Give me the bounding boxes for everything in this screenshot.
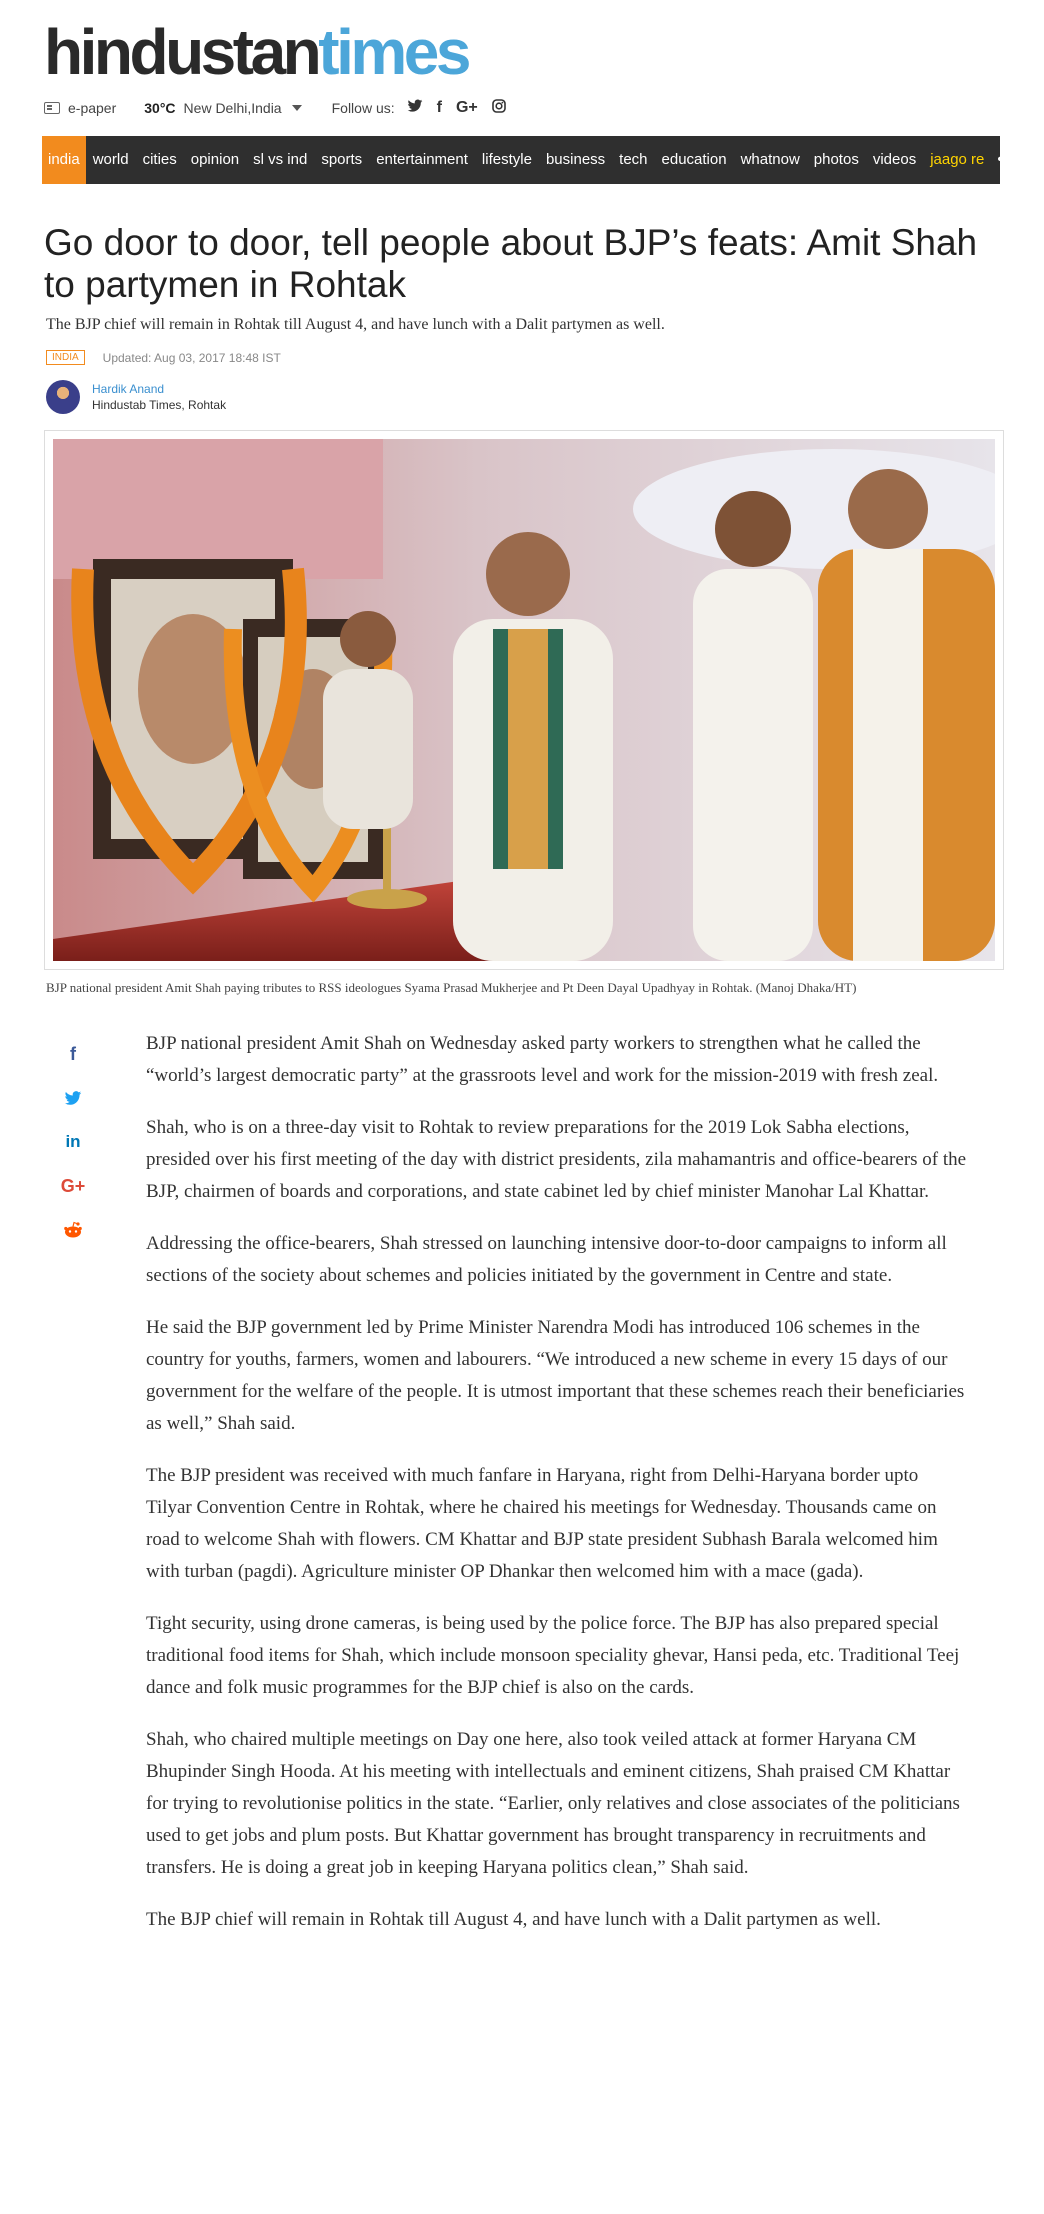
article-paragraph: The BJP president was received with much fanfare in Haryana, right from Delhi-Haryana border upto Tilyar Convention Centre in Rohtak, where he chaired his meetings for Wednesday. Thousands came on road to welcome Shah with flowers. CM Khattar and BJP state president Subhash Barala welcomed him with turban (pagdi). Agriculture minister OP Dhankar then welcomed him with a mace (gada). <box>146 1465 938 1582</box>
nav-item-lifestyle[interactable]: lifestyle <box>481 151 532 168</box>
nav-item-photos[interactable]: photos <box>813 151 859 168</box>
reddit-icon[interactable] <box>63 1208 83 1252</box>
author-name-link[interactable]: Hardik Anand <box>92 382 165 396</box>
chevron-down-icon[interactable] <box>292 105 302 111</box>
site-logo[interactable] <box>44 16 468 90</box>
nav-item-cities[interactable]: cities <box>142 151 177 168</box>
logo-text-hindustan: hindustan <box>44 16 319 88</box>
nav-item-tech[interactable]: tech <box>619 151 648 168</box>
google-plus-icon[interactable]: G+ <box>60 1175 86 1196</box>
main-navigation <box>42 136 1024 184</box>
epaper-link[interactable]: e-paper <box>68 100 117 116</box>
facebook-icon[interactable]: f <box>70 1043 76 1064</box>
city-selector[interactable]: New Delhi,India <box>183 100 282 116</box>
article-photo-frame <box>44 430 1004 970</box>
article-paragraph: Shah, who chaired multiple meetings on Day one here, also took veiled attack at former Haryana CM Bhupinder Singh Hooda. At his meeting with intellectuals and eminent citizens, Shah praised CM Khattar for trying to revolutionise politics in the state. “Earlier, only relatives and close associates of the politicians used to get jobs and plum posts. But Khattar government has brought transparency in recruitments and transfers. He is doing a great job in keeping Haryana politics clean,” Shah said. <box>146 1729 960 1878</box>
avatar[interactable] <box>46 380 80 414</box>
nav-item-opinion[interactable]: opinion <box>190 151 240 168</box>
twitter-icon[interactable] <box>407 99 423 118</box>
article-meta <box>46 350 281 365</box>
updated-timestamp: Updated: Aug 03, 2017 18:48 IST <box>102 350 281 365</box>
nav-item-jaago-re[interactable]: jaago re <box>930 151 985 168</box>
logo-text-times: times <box>318 16 468 88</box>
nav-item-sl-vs-ind[interactable]: sl vs ind <box>253 151 308 168</box>
nav-item-videos[interactable]: videos <box>872 151 917 168</box>
author-organization: Hindustab Times, Rohtak <box>92 398 227 412</box>
article-paragraph: The BJP chief will remain in Rohtak till August 4, and have lunch with a Dalit partymen as well. <box>146 1909 881 1930</box>
nav-item-entertainment[interactable]: entertainment <box>376 151 468 168</box>
section-badge[interactable]: INDIA <box>46 350 85 365</box>
article-paragraph: Shah, who is on a three-day visit to Rohtak to review preparations for the 2019 Lok Sabha elections, presided over his first meeting of the day with district presidents, zila mahamantris and office-bearers of the BJP, chairmen of boards and corporations, and state cabinet led by chief minister Manohar Lal Khattar. <box>146 1117 967 1202</box>
nav-item-education[interactable]: education <box>661 151 727 168</box>
article-photo <box>53 439 995 961</box>
share-toolbar <box>60 1032 86 1252</box>
nav-item-sports[interactable]: sports <box>321 151 363 168</box>
article-paragraph: BJP national president Amit Shah on Wednesday asked party workers to strengthen what he called the “world’s largest democratic party” at the grassroots level and work for the mission-2019 with fresh zeal. <box>146 1033 939 1086</box>
top-utility-bar <box>44 98 520 118</box>
linkedin-icon[interactable]: in <box>65 1132 81 1151</box>
nav-item-whatnow[interactable]: whatnow <box>740 151 800 168</box>
twitter-icon[interactable] <box>64 1076 82 1120</box>
article-paragraph: Tight security, using drone cameras, is being used by the police force. The BJP has also prepared special traditional food items for Shah, which include monsoon speciality ghevar, Hansi peda, etc. Traditional Teej dance and folk music programmes for the BJP chief is also on the cards. <box>146 1613 960 1698</box>
more-menu-icon[interactable]: ••• <box>997 151 1024 168</box>
article-summary: The BJP chief will remain in Rohtak till August 4, and have lunch with a Dalit partymen as well. <box>46 316 665 333</box>
google-plus-icon[interactable]: G+ <box>455 99 478 116</box>
facebook-icon[interactable]: f <box>436 99 442 116</box>
nav-item-india[interactable]: india <box>42 136 86 184</box>
nav-item-world[interactable]: world <box>92 151 129 168</box>
article-paragraph: Addressing the office-bearers, Shah stressed on launching intensive door-to-door campaigns to inform all sections of the society about schemes and policies initiated by the government in Centre and state. <box>146 1233 947 1286</box>
article-body <box>146 1028 968 1956</box>
article-headline: Go door to door, tell people about BJP’s feats: Amit Shah to partymen in Rohtak <box>44 222 978 305</box>
article-paragraph: He said the BJP government led by Prime Minister Narendra Modi has introduced 106 schemes in the country for youths, farmers, women and labourers. “We introduced a new scheme in every 15 days of our government for the welfare of the people. It is utmost important that these schemes reach their beneficiaries as well,” Shah said. <box>146 1317 965 1434</box>
instagram-icon[interactable] <box>492 99 506 118</box>
weather-temperature: 30°C <box>144 100 176 116</box>
nav-item-business[interactable]: business <box>545 151 606 168</box>
author-byline <box>46 380 226 414</box>
photo-caption: BJP national president Amit Shah paying tributes to RSS ideologues Syama Prasad Mukherjee and Pt Deen Dayal Upadhyay in Rohtak. (Manoj Dhaka/HT) <box>46 980 857 995</box>
follow-us-label: Follow us: <box>331 100 395 116</box>
newspaper-icon[interactable] <box>44 102 60 114</box>
